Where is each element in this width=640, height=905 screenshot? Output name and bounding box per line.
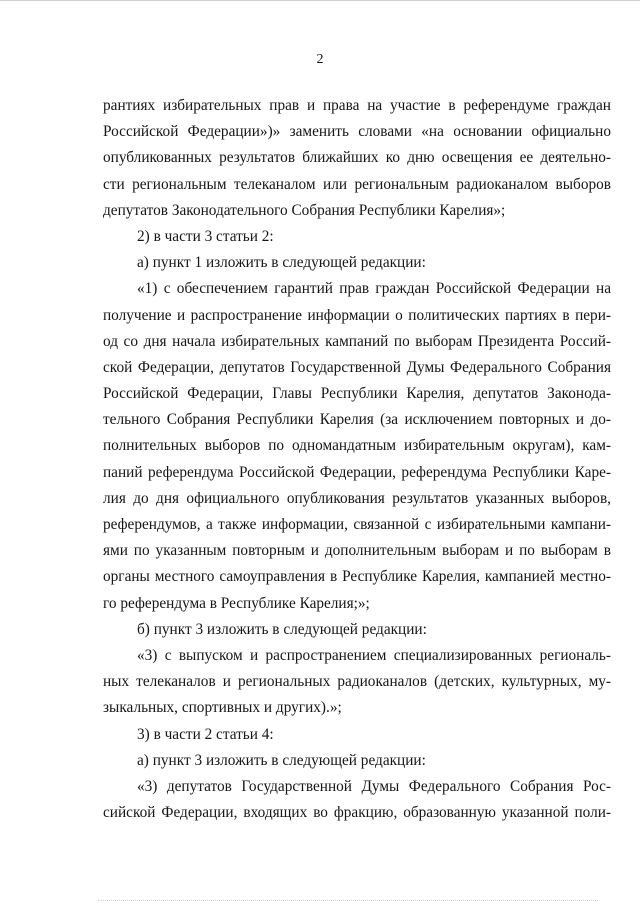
text-line: полнительных выборов по одномандатным избирательным округам), кам- [103, 437, 611, 455]
text-line: сийской Федерации, входящих во фракцию, образованную указанной поли- [103, 804, 611, 822]
text-line: ской Федерации, депутатов Государственной Думы Федерального Собрания [103, 358, 611, 376]
text-line: «3) с выпуском и распространением специализированных региональ- [137, 646, 611, 664]
scan-bottom-artifact [98, 898, 598, 901]
text-line: б) пункт 3 изложить в следующей редакции: [137, 620, 427, 638]
text-line: од со дня начала избирательных кампаний по выборам Президента Россий- [103, 332, 611, 350]
text-line: а) пункт 3 изложить в следующей редакции: [137, 751, 426, 769]
text-line: 3) в части 2 статьи 4: [137, 725, 274, 743]
text-line: Российской Федерации»)» заменить словами «на основании официально [103, 123, 611, 141]
text-line: паний референдума Российской Федерации, референдума Республики Каре- [103, 463, 611, 481]
scan-top-edge [0, 0, 640, 7]
document-body [103, 93, 611, 826]
text-line: «3) депутатов Государственной Думы Федерального Собрания Рос- [137, 777, 611, 795]
text-line: депутатов Законодательного Собрания Республики Карелия»; [103, 201, 506, 219]
text-line: референдумов, а также информации, связанной с избирательными кампани- [103, 516, 611, 533]
text-line: лия до дня официального опубликования результатов указанных выборов, [103, 489, 611, 507]
page-number: 2 [316, 52, 324, 67]
text-line: 2) в части 3 статьи 2: [137, 227, 274, 245]
text-line: Российской Федерации, Главы Республики Карелия, депутатов Законода- [103, 385, 611, 403]
text-line: получение и распространение информации о политических партиях в пери- [103, 306, 611, 324]
text-line: тельного Собрания Республики Карелия (за исключением повторных и до- [103, 411, 611, 429]
text-line: го референдума в Республике Карелия;»; [103, 594, 370, 612]
text-line: органы местного самоуправления в Республике Карелия, кампанией местно- [103, 568, 611, 586]
text-line: рантиях избирательных прав и права на участие в референдуме граждан [103, 97, 611, 114]
text-line: а) пункт 1 изложить в следующей редакции: [137, 254, 426, 272]
text-line: ных телеканалов и региональных радиоканалов (детских, культурных, му- [103, 673, 611, 691]
text-line: опубликованных результатов ближайших ко дню освещения ее деятельно- [103, 149, 611, 167]
text-line: «1) с обеспечением гарантий прав граждан Российской Федерации на [137, 280, 611, 298]
text-line: сти региональным телеканалом или региональным радиоканалом выборов [103, 175, 611, 193]
text-line: ями по указанным повторным и дополнительным выборам и по выборам в [103, 542, 611, 560]
text-line: зыкальных, спортивных и других).»; [103, 699, 342, 717]
